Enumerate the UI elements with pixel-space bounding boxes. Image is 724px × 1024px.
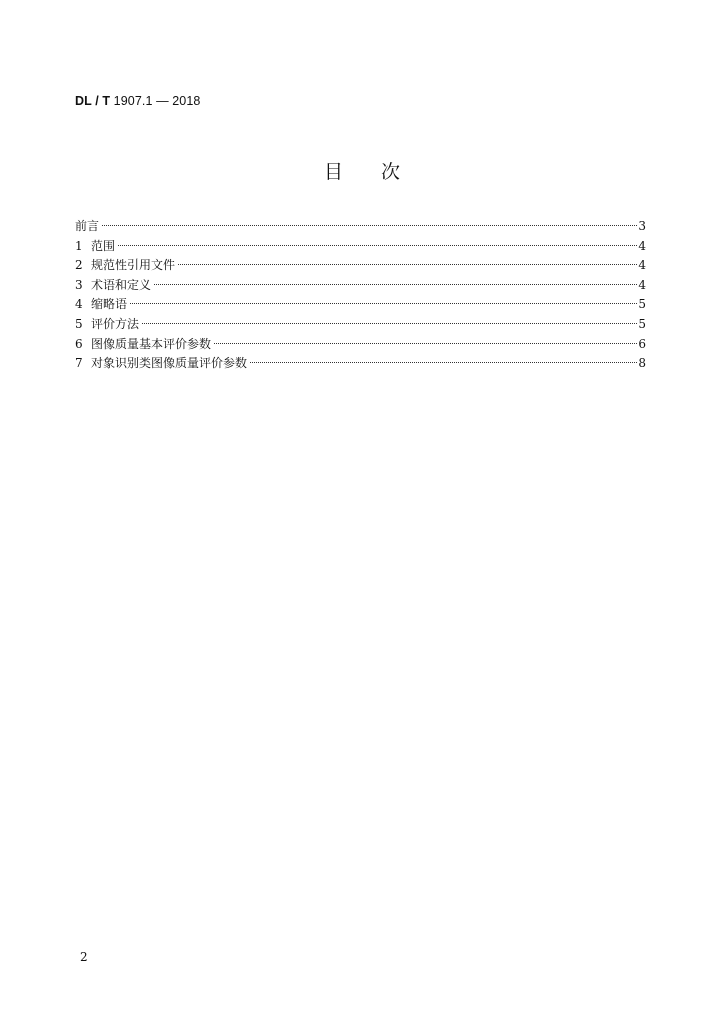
toc-entry-number: 4 — [75, 297, 83, 312]
toc-entry-number: 5 — [75, 316, 83, 331]
toc-entry-label: 前言 — [75, 219, 100, 233]
toc-title-char-1: 目 — [323, 161, 343, 183]
standard-prefix: DL / T — [75, 94, 111, 108]
toc-entry-page: 4 — [638, 277, 646, 292]
page-number: 2 — [80, 950, 88, 964]
toc-entry-page: 5 — [638, 297, 646, 312]
toc-leader-dots — [142, 323, 637, 324]
toc-entry-page: 4 — [638, 238, 646, 253]
toc-entry-number: 2 — [75, 258, 83, 273]
toc-entry-page: 3 — [638, 219, 646, 233]
toc-entry-foreword[interactable] — [75, 217, 646, 237]
toc-entry-number: 7 — [75, 356, 83, 371]
toc-leader-dots — [130, 303, 637, 304]
toc-title — [0, 157, 724, 184]
toc-leader-dots — [118, 245, 637, 246]
toc-entry-label: 规范性引用文件 — [91, 258, 176, 273]
toc-entry-label: 范围 — [91, 238, 116, 253]
toc-entry-number: 6 — [75, 336, 83, 351]
toc-entry-page: 4 — [638, 258, 646, 273]
toc-entry-normative-references[interactable] — [75, 256, 646, 276]
toc-entry-terms-definitions[interactable] — [75, 276, 646, 296]
toc-entry-label: 图像质量基本评价参数 — [91, 336, 212, 351]
toc-entry-object-recognition-parameters[interactable] — [75, 354, 646, 374]
toc-entry-number: 1 — [75, 238, 83, 253]
toc-leader-dots — [154, 284, 637, 285]
toc-entry-evaluation-method[interactable] — [75, 315, 646, 335]
toc-entry-page: 8 — [638, 356, 646, 371]
standard-number: 1907.1 — 2018 — [110, 94, 201, 108]
toc-leader-dots — [178, 264, 637, 265]
document-code — [75, 94, 200, 108]
toc-leader-dots — [214, 343, 637, 344]
toc-entry-number: 3 — [75, 277, 83, 292]
toc-entry-label: 缩略语 — [91, 297, 128, 312]
toc-leader-dots — [250, 362, 637, 363]
toc-entry-label: 评价方法 — [91, 316, 140, 331]
toc-entry-page: 5 — [638, 316, 646, 331]
toc-entry-page: 6 — [638, 336, 646, 351]
toc-entry-scope[interactable] — [75, 237, 646, 257]
toc-list — [75, 217, 646, 374]
toc-leader-dots — [102, 225, 637, 226]
toc-entry-abbreviations[interactable] — [75, 295, 646, 315]
toc-entry-label: 术语和定义 — [91, 277, 152, 292]
toc-entry-basic-parameters[interactable] — [75, 335, 646, 355]
toc-entry-label: 对象识别类图像质量评价参数 — [91, 356, 248, 371]
toc-title-char-2: 次 — [381, 161, 401, 183]
